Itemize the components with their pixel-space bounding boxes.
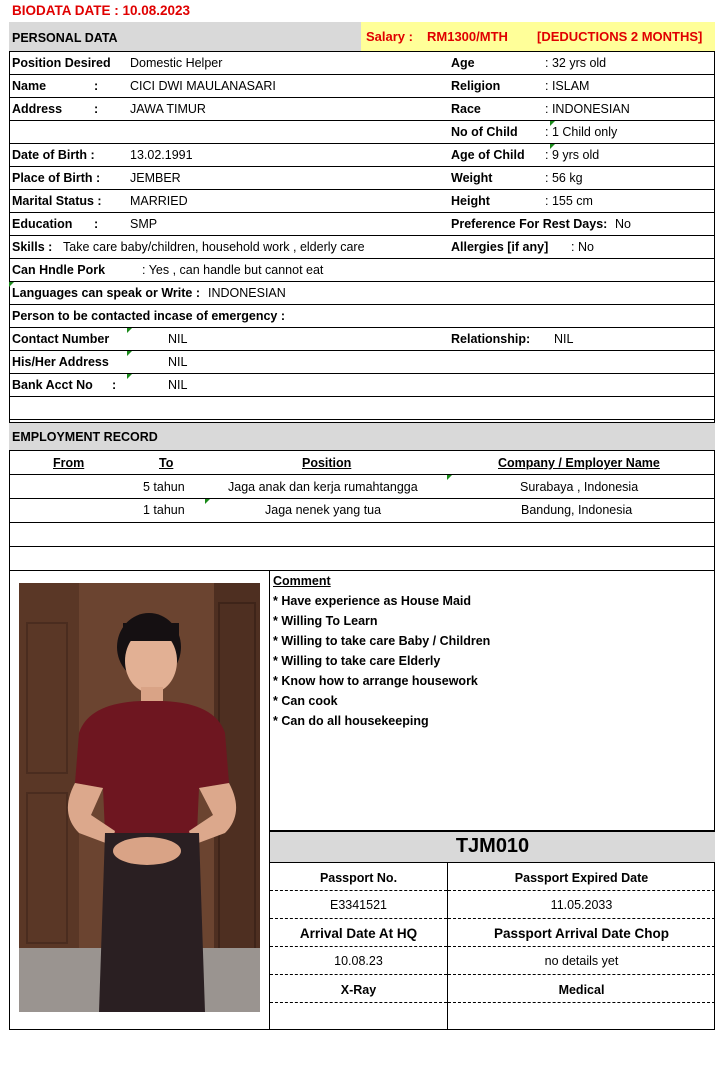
- employment-row: [9, 499, 715, 523]
- cell-marker: [550, 121, 555, 126]
- row-languages: [9, 282, 715, 305]
- medical-label: Medical: [558, 983, 605, 997]
- age-value: : 32 yrs old: [545, 56, 607, 70]
- skills-label: Skills :: [12, 240, 53, 254]
- pob-value: JEMBER: [130, 171, 181, 185]
- row-marital: [9, 190, 715, 213]
- docs-cell: [448, 975, 715, 1003]
- row-position: [9, 52, 715, 75]
- comment-item: * Willing To Learn: [273, 614, 378, 628]
- comment-item: * Know how to arrange housework: [273, 674, 478, 688]
- docs-cell: [448, 947, 715, 975]
- marital-value: MARRIED: [130, 194, 188, 208]
- no-child-label: No of Child: [451, 125, 518, 139]
- personal-data-header: [9, 22, 715, 52]
- col-company: Company / Employer Name: [498, 456, 660, 470]
- employment-row-blank: [9, 547, 715, 571]
- pob-label: Place of Birth :: [12, 171, 101, 185]
- docs-cell: [270, 919, 447, 947]
- row-emergency: [9, 305, 715, 328]
- cell-marker: [447, 475, 452, 480]
- languages-label: Languages can speak or Write :: [12, 286, 201, 300]
- cell-marker: [127, 374, 132, 379]
- weight-label: Weight: [451, 171, 493, 185]
- comment-item: * Can do all housekeeping: [273, 714, 429, 728]
- row-pork: [9, 259, 715, 282]
- row-contact: [9, 328, 715, 351]
- employment-header: [9, 423, 715, 451]
- his-address-label: His/Her Address: [12, 355, 109, 369]
- col-to: To: [159, 456, 174, 470]
- name-colon: :: [94, 79, 99, 93]
- allergies-value: : No: [571, 240, 594, 254]
- address-value: JAWA TIMUR: [130, 102, 206, 116]
- bank-label: Bank Acct No: [12, 378, 93, 392]
- comment-item: * Willing to take care Elderly: [273, 654, 441, 668]
- row-name: [9, 75, 715, 98]
- comment-item: * Can cook: [273, 694, 338, 708]
- passport-no-value: E3341521: [329, 898, 387, 912]
- docs-cell: [448, 891, 715, 919]
- employment-to: 5 tahun: [143, 480, 185, 494]
- employment-company: Surabaya , Indonesia: [520, 480, 639, 494]
- employment-row: [9, 475, 715, 499]
- height-value: : 155 cm: [545, 194, 593, 208]
- comment-item: * Willing to take care Baby / Children: [273, 634, 491, 648]
- relationship-value: NIL: [554, 332, 574, 346]
- rest-days-value: No: [615, 217, 631, 231]
- biodata-date: BIODATA DATE : 10.08.2023: [12, 3, 191, 18]
- age-label: Age: [451, 56, 475, 70]
- relationship-label: Relationship:: [451, 332, 531, 346]
- contact-label: Contact Number: [12, 332, 110, 346]
- cell-marker: [127, 351, 132, 356]
- cell-marker: [9, 282, 14, 287]
- comment-section: [273, 574, 713, 830]
- candidate-code: TJM010: [455, 835, 530, 857]
- address-label: Address: [12, 102, 63, 116]
- docs-cell: [270, 891, 447, 919]
- candidate-photo-illustration: [19, 583, 260, 1012]
- position-value: Domestic Helper: [130, 56, 223, 70]
- education-value: SMP: [130, 217, 158, 231]
- cell-marker: [205, 499, 210, 504]
- emergency-label: Person to be contacted incase of emergency :: [12, 309, 285, 323]
- personal-data-title: PERSONAL DATA: [12, 31, 118, 45]
- bank-value: NIL: [168, 378, 188, 392]
- employment-position: Jaga anak dan kerja rumahtangga: [228, 480, 418, 494]
- marital-label: Marital Status :: [12, 194, 102, 208]
- employment-to: 1 tahun: [143, 503, 185, 517]
- docs-cell: [448, 919, 715, 947]
- name-value: CICI DWI MAULANASARI: [130, 79, 276, 93]
- row-pob: [9, 167, 715, 190]
- salary-label: Salary :: [366, 29, 413, 44]
- comment-title: Comment: [273, 574, 331, 588]
- cell-marker: [127, 328, 132, 333]
- rest-days-label: Preference For Rest Days:: [451, 217, 608, 231]
- weight-value: : 56 kg: [545, 171, 583, 185]
- employment-row-blank: [9, 523, 715, 547]
- docs-cell: [270, 947, 447, 975]
- skills-value: Take care baby/children, household work , elderly care: [63, 240, 365, 254]
- dob-label: Date of Birth :: [12, 148, 95, 162]
- chop-label: Passport Arrival Date Chop: [493, 926, 670, 941]
- col-from: From: [53, 456, 85, 470]
- arrival-value: 10.08.23: [334, 954, 383, 968]
- race-value: : INDONESIAN: [545, 102, 630, 116]
- row-his-address: [9, 351, 715, 374]
- no-child-value: : 1 Child only: [545, 125, 618, 139]
- docs-cell: [448, 863, 715, 891]
- address-colon: :: [94, 102, 99, 116]
- race-label: Race: [451, 102, 481, 116]
- row-address: [9, 98, 715, 121]
- employment-title: EMPLOYMENT RECORD: [12, 430, 158, 444]
- dob-value: 13.02.1991: [130, 148, 193, 162]
- age-child-label: Age of Child: [451, 148, 525, 162]
- employment-position: Jaga nenek yang tua: [265, 503, 382, 517]
- row-skills: [9, 236, 715, 259]
- salary-box: [361, 22, 715, 51]
- col-position: Position: [302, 456, 352, 470]
- row-bank: [9, 374, 715, 397]
- education-label: Education: [12, 217, 73, 231]
- employment-col-headers: [9, 451, 715, 475]
- salary-value: RM1300/MTH: [427, 29, 508, 44]
- his-address-value: NIL: [168, 355, 188, 369]
- chop-value: no details yet: [544, 954, 619, 968]
- height-label: Height: [451, 194, 490, 208]
- name-label: Name: [12, 79, 47, 93]
- employment-company: Bandung, Indonesia: [521, 503, 633, 517]
- passport-exp-value: 11.05.2033: [550, 898, 613, 912]
- candidate-photo: [19, 583, 260, 1012]
- languages-value: INDONESIAN: [208, 286, 286, 300]
- docs-cell: [270, 863, 447, 891]
- allergies-label: Allergies [if any]: [451, 240, 549, 254]
- passport-exp-label: Passport Expired Date: [514, 871, 649, 885]
- row-education: [9, 213, 715, 236]
- row-no-child: [9, 121, 715, 144]
- religion-value: : ISLAM: [545, 79, 590, 93]
- bank-colon: :: [112, 378, 117, 392]
- xray-label: X-Ray: [340, 983, 377, 997]
- position-label: Position Desired: [12, 56, 111, 70]
- pork-value: : Yes , can handle but cannot eat: [142, 263, 324, 277]
- arrival-label: Arrival Date At HQ: [299, 926, 418, 941]
- candidate-code-bar: [270, 832, 715, 863]
- row-blank: [9, 397, 715, 420]
- age-child-value: : 9 yrs old: [545, 148, 600, 162]
- comment-item: * Have experience as House Maid: [273, 594, 472, 608]
- passport-no-label: Passport No.: [319, 871, 398, 885]
- pork-label: Can Hndle Pork: [12, 263, 106, 277]
- salary-note: [DEDUCTIONS 2 MONTHS]: [537, 29, 703, 44]
- cell-marker: [550, 144, 555, 149]
- religion-label: Religion: [451, 79, 501, 93]
- docs-cell: [270, 975, 447, 1003]
- education-colon: :: [94, 217, 99, 231]
- contact-value: NIL: [168, 332, 188, 346]
- row-dob: [9, 144, 715, 167]
